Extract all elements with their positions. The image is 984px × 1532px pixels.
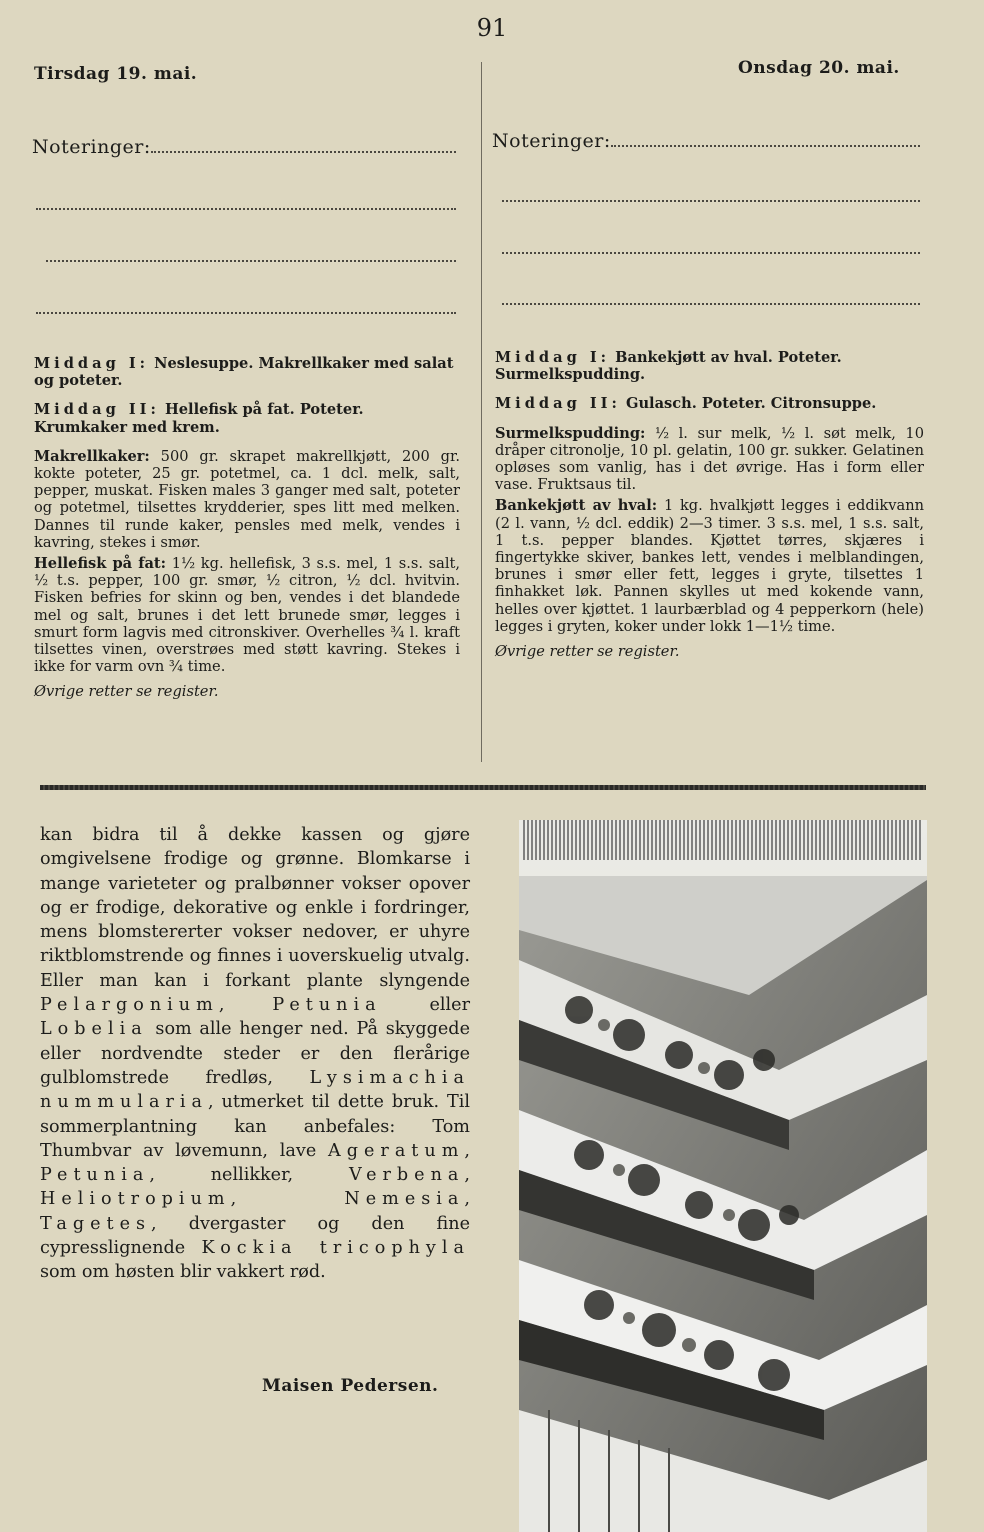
balcony-photo-illustration — [519, 820, 927, 1532]
left-notes-line-3 — [46, 260, 456, 262]
column-divider — [481, 62, 482, 762]
left-menu-column — [34, 355, 460, 705]
section-separator — [40, 785, 926, 790]
left-notes-line-4 — [36, 312, 456, 314]
right-menu-column — [495, 349, 924, 664]
page-number: 91 — [476, 14, 508, 42]
right-notes-line-3 — [502, 252, 920, 254]
right-recipe-1: Surmelkspudding: ½ l. sur melk, ½ l. søt melk, 10 dråper citronolje, 10 pl. gelatin, 100 gr. sukker. Gelatinen opløses som vanlig, has i det øvrige. Has i form eller vase. Fruktsaus til. — [495, 424, 924, 494]
left-middag-2: Middag II: Hellefisk på fat. Poteter. Krumkaker med krem. — [34, 401, 364, 436]
left-day-heading: Tirsdag 19. mai. — [34, 64, 198, 84]
balcony-photo — [519, 820, 927, 1532]
left-notes-block — [32, 136, 456, 158]
right-notes-line-4 — [502, 303, 920, 305]
left-middag-1: Middag I: Neslesuppe. Makrellkaker med salat og poteter. — [34, 355, 454, 390]
right-day-heading: Onsdag 20. mai. — [738, 58, 900, 78]
left-notes-line-1 — [151, 151, 456, 153]
right-notes-label: Noteringer: — [492, 130, 611, 152]
right-recipe-2: Bankekjøtt av hval: 1 kg. hvalkjøtt legges i eddikvann (2 l. vann, ½ dcl. eddik) 2—3 timer. 3 s.s. mel, 1 s.s. salt, 1 t.s. pepper blandes. Kjøttet tørres, skjæres i fingertykke skiver, bankes lett, vendes i melblandingen, brunes i smør eller fett, legges i gryte, tilsettes 1 finhakket løk. Pannen skylles ut med kokende vann, helles over kjøttet. 1 laurbærblad og 4 pepperkorn (hele) legges i gryten, koker under lokk 1—1½ time. — [495, 497, 924, 635]
left-footer-note: Øvrige retter se register. — [34, 683, 219, 701]
right-notes-block — [492, 130, 920, 152]
left-notes-label: Noteringer: — [32, 136, 151, 158]
right-middag-2: Middag II: Gulasch. Poteter. Citronsuppe. — [495, 395, 877, 413]
right-notes-line-2 — [502, 200, 920, 202]
right-notes-line-1 — [611, 145, 920, 147]
right-middag-1: Middag I: Bankekjøtt av hval. Poteter. Surmelkspudding. — [495, 349, 842, 384]
article-signature: Maisen Pedersen. — [262, 1376, 439, 1396]
left-notes-line-2 — [36, 208, 456, 210]
right-footer-note: Øvrige retter se register. — [495, 643, 680, 661]
article-text: kan bidra til å dekke kassen og gjøre omgivelsene frodige og grønne. Blomkarse i mange varieteter og pralbønner vokser opover og er frodige, dekorative og enkle i fordringer, mens blomstererter vokser nedover, er uhyre riktblomstrende og finnes i uoverskuelig utvalg. Eller man kan i forkant plante slyngende Pelargonium, Petunia eller Lobelia som alle henger ned. På skyggede eller nordvendte steder er den flerårige gulblomstrede fredløs, Lysimachia nummularia, utmerket til dette bruk. Til sommerplantning kan anbefales: Tom Thumbvar av løvemunn, lave Ageratum, Petunia, nellikker, Verbena, Heliotropium, Nemesia, Tagetes, dvergaster og den fine cypresslignende Kockia tricophyla som om høsten blir vakkert rød. — [40, 825, 470, 1283]
left-recipe-1: Makrellkaker: 500 gr. skrapet makrellkjøtt, 200 gr. kokte poteter, 25 gr. potetmel, ca. 1 dcl. melk, salt, pepper, muskat. Fisken males 3 ganger med salt, poteter og potetmel, tilsettes krydderier, spes litt med melken. Dannes til runde kaker, pensles med melk, vendes i kavring, stekes i smør. — [34, 447, 460, 551]
left-recipe-2: Hellefisk på fat: 1½ kg. hellefisk, 3 s.s. mel, 1 s.s. salt, ½ t.s. pepper, 100 gr. smør, ½ citron, ½ dcl. hvitvin. Fisken befries for skinn og ben, vendes i det blandede mel og salt, brunes i det lett brunede smør, legges i smurt form lagvis med citronskiver. Overhelles ¾ l. kraft tilsettes vinen, overstrøes med støtt kavring. Stekes i ikke for varm ovn ¾ time. — [34, 555, 460, 676]
